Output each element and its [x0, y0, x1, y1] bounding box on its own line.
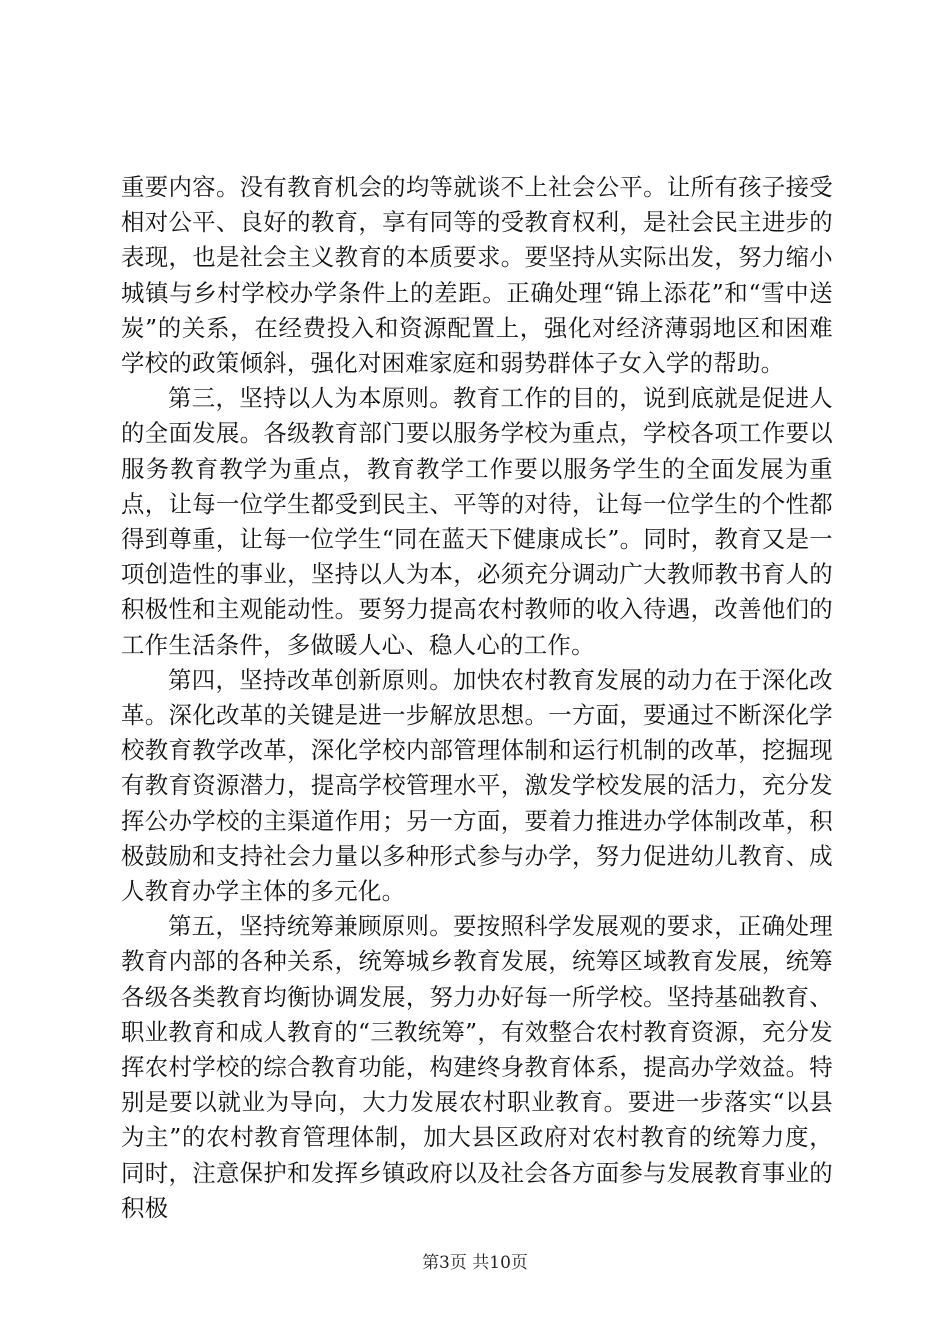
paragraph-continuation: 重要内容。没有教育机会的均等就谈不上社会公平。让所有孩子接受相对公平、良好的教育，享有同等的受教育权利，是社会民主进步的表现，也是社会主义教育的本质要求。要坚持从实际出发，努力缩小城镇与乡村学校办学条件上的差距。正确处理“锦上添花”和“雪中送炭”的关系，在经费投入和资源配置上，强化对经济薄弱地区和困难学校的政策倾斜，强化对困难家庭和弱势群体子女入学的帮助。	[121, 173, 833, 378]
page-number-footer: 第3页 共10页	[422, 1253, 528, 1273]
paragraph-fifth-principle: 第五，坚持统筹兼顾原则。要按照科学发展观的要求，正确处理教育内部的各种关系，统筹城乡教育发展，统筹区域教育发展，统筹各级各类教育均衡协调发展，努力办好每一所学校。坚持基础教育、职业教育和成人教育的“三教统筹”，有效整合农村教育资源，充分发挥农村学校的综合教育功能，构建终身教育体系，提高办学效益。特别是要以就业为导向，大力发展农村职业教育。要进一步落实“以县为主”的农村教育管理体制，加大县区政府对农村教育的统筹力度，同时，注意保护和发挥乡镇政府以及社会各方面参与发展教育事业的积极	[121, 912, 833, 1222]
paragraph-fourth-principle: 第四，坚持改革创新原则。加快农村教育发展的动力在于深化改革。深化改革的关键是进一步解放思想。一方面，要通过不断深化学校教育教学改革，深化学校内部管理体制和运行机制的改革，挖掘现有教育资源潜力，提高学校管理水平，激发学校发展的活力，充分发挥公办学校的主渠道作用；另一方面，要着力推进办学体制改革，积极鼓励和支持社会力量以多种形式参与办学，努力促进幼儿教育、成人教育办学主体的多元化。	[121, 665, 833, 906]
paragraph-third-principle: 第三，坚持以人为本原则。教育工作的目的，说到底就是促进人的全面发展。各级教育部门要以服务学校为重点，学校各项工作要以服务教育教学为重点，教育教学工作要以服务学生的全面发展为重点，让每一位学生都受到民主、平等的对待，让每一位学生的个性都得到尊重，让每一位学生“同在蓝天下健康成长”。同时，教育又是一项创造性的事业，坚持以人为本，必须充分调动广大教师教书育人的积极性和主观能动性。要努力提高农村教师的收入待遇，改善他们的工作生活条件，多做暖人心、稳人心的工作。	[121, 384, 833, 659]
document-body	[121, 170, 833, 1226]
